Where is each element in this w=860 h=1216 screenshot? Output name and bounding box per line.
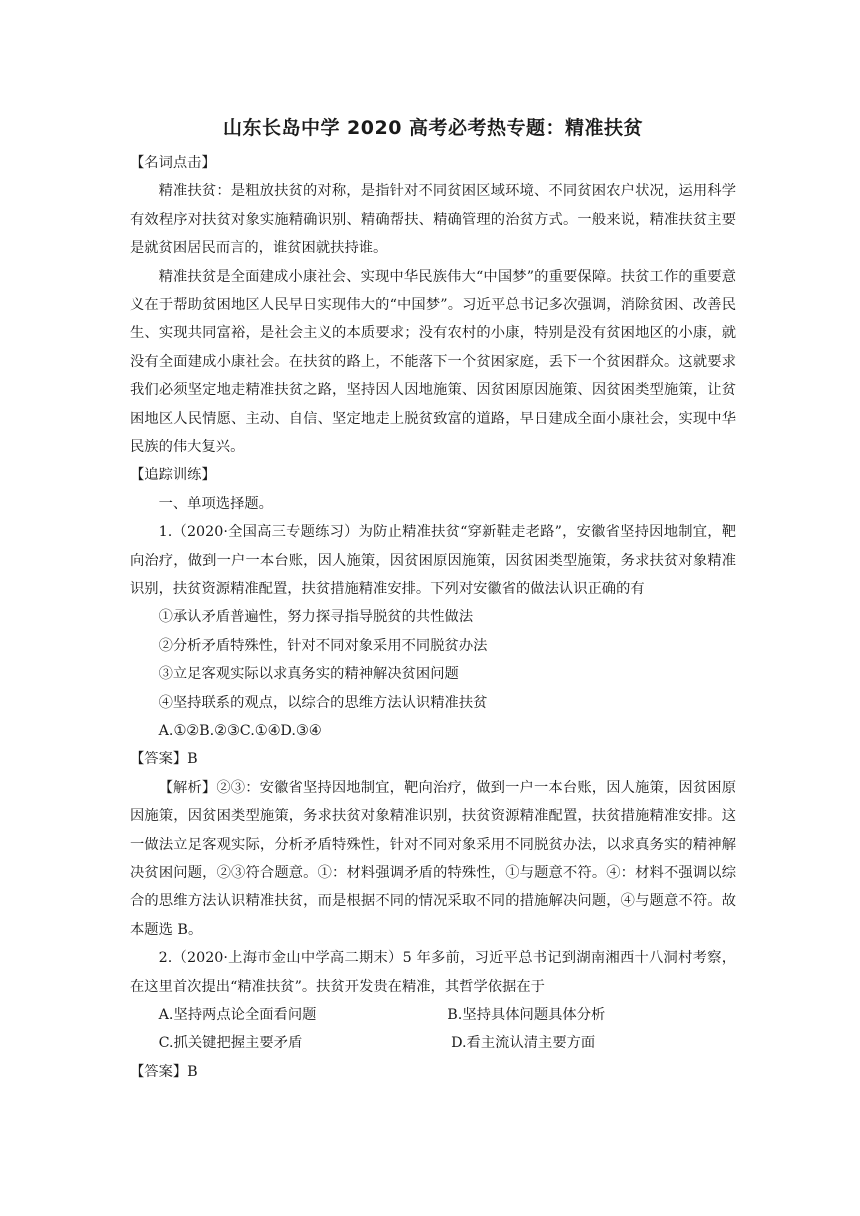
section-heading-training: 【追踪训练】 [130, 467, 216, 484]
term-paragraph-1: 精准扶贫：是粗放扶贫的对称，是指针对不同贫困区域环境、不同贫困农户状况，运用科学有效程序对扶贫对象实施精确识别、精确帮扶、精确管理的治贫方式。一般来说，精准扶贫主要是就贫困居民而言的，谁贫困就扶持谁。 [130, 183, 736, 257]
question-1-choices: A.①②B.②③C.①④D.③④ [158, 723, 322, 740]
question-2-option-d: D.看主流认清主要方面 [451, 1035, 596, 1052]
document-title: 山东长岛中学 2020 高考必考热专题：精准扶贫 [222, 117, 644, 139]
section-heading-term: 【名词点击】 [130, 155, 216, 171]
question-2-option-a: A.坚持两点论全面看问题 [158, 1007, 317, 1024]
question-1-item-3: ③立足客观实际以求真务实的精神解决贫困问题 [158, 666, 459, 683]
question-2-options-row-1 [130, 1001, 736, 1029]
question-2-option-b: B.坚持具体问题具体分析 [447, 1007, 606, 1024]
question-1-item-2: ②分析矛盾特殊性，针对不同对象采用不同脱贫办法 [158, 637, 488, 654]
question-2-options-row-2 [130, 1029, 736, 1057]
question-1-answer: 【答案】B [130, 751, 198, 768]
question-2-answer: 【答案】B [130, 1063, 198, 1080]
question-1-analysis: 【解析】②③：安徽省坚持因地制宜，靶向治疗，做到一户一本台账，因人施策，因贫困原因施策，因贫困类型施策，务求扶贫对象精准识别，扶贫资源精准配置，扶贫措施精准安排。这一做法立足客观实际，分析矛盾特殊性，针对不同对象采用不同脱贫办法，以求真务实的精神解决贫困问题，②③符合题意。①：材料强调矛盾的特殊性，①与题意不符。④：材料不强调以综合的思维方法认识精准扶贫，而是根据不同的情况采取不同的措施解决问题，④与题意不符。故本题选 B。 [130, 779, 736, 938]
term-paragraph-2: 精准扶贫是全面建成小康社会、实现中华民族伟大“中国梦”的重要保障。扶贫工作的重要意义在于帮助贫困地区人民早日实现伟大的“中国梦”。习近平总书记多次强调，消除贫困、改善民生、实现共同富裕，是社会主义的本质要求；没有农村的小康，特别是没有贫困地区的小康，就没有全面建成小康社会。在扶贫的路上，不能落下一个贫困家庭，丢下一个贫困群众。这就要求我们必须坚定地走精准扶贫之路，坚持因人因地施策、因贫困原因施策、因贫困类型施策，让贫困地区人民情愿、主动、自信、坚定地走上脱贫致富的道路，早日建成全面小康社会，实现中华民族的伟大复兴。 [130, 268, 736, 456]
document-body [130, 149, 736, 1086]
question-2-option-c: C.抓关键把握主要矛盾 [158, 1035, 303, 1052]
question-2-stem: 2.（2020·上海市金山中学高二期末）5 年多前，习近平总书记到湖南湘西十八洞村考察，在这里首次提出“精准扶贫”。扶贫开发贵在精准，其哲学依据在于 [130, 950, 736, 995]
question-1-item-4: ④坚持联系的观点，以综合的思维方法认识精准扶贫 [158, 694, 488, 711]
question-1-item-1: ①承认矛盾普遍性，努力探寻指导脱贫的共性做法 [158, 609, 474, 626]
question-1-stem: 1.（2020·全国高三专题练习）为防止精准扶贫“穿新鞋走老路”，安徽省坚持因地制宜，靶向治疗，做到一户一本台账，因人施策，因贫困原因施策，因贫困类型施策，务求扶贫对象精准识别，扶贫资源精准配置，扶贫措施精准安排。下列对安徽省的做法认识正确的有 [130, 524, 736, 598]
section-heading-single-choice: 一、单项选择题。 [158, 495, 273, 512]
